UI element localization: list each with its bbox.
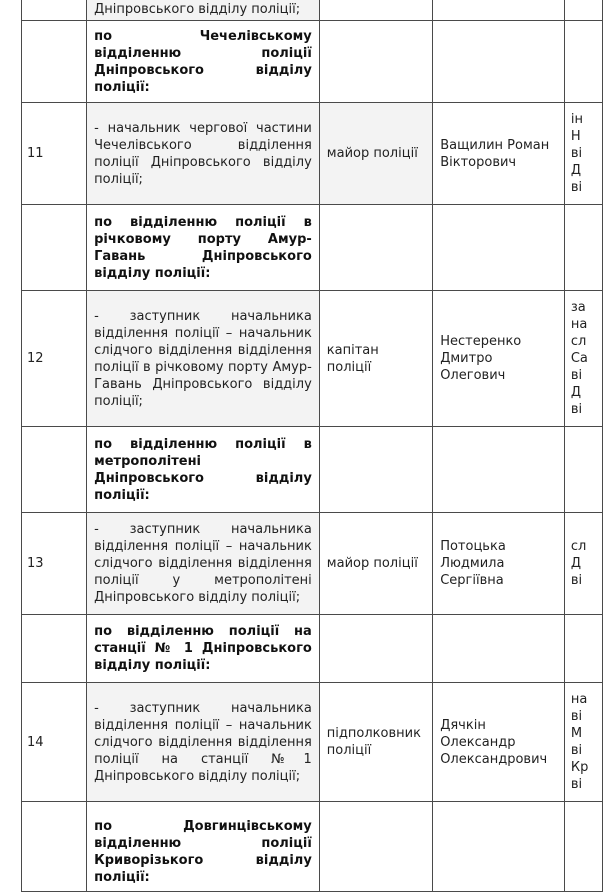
row-number: 12 xyxy=(22,291,87,427)
number-cell xyxy=(22,802,87,892)
position-cell xyxy=(87,103,320,205)
section-heading: по відділенню поліції в річковому порту Амур-Гавань Дніпровського відділу поліції: xyxy=(94,214,312,281)
position-text: - заступник начальника відділення поліції – начальник слідчого відділення відділення поліції у метрополітені Дніпровського відділу поліції; xyxy=(94,522,312,605)
name-cell xyxy=(433,802,565,892)
rank-cell xyxy=(319,0,432,21)
section-heading-cell xyxy=(87,802,320,892)
extra-cell xyxy=(564,615,602,683)
person-name: Нестеренко Дмитро Олегович xyxy=(440,334,522,383)
position-cell xyxy=(87,683,320,802)
rank-cell xyxy=(319,513,432,615)
section-heading-cell xyxy=(87,205,320,291)
rank-text: капітан поліції xyxy=(326,342,379,375)
name-cell xyxy=(433,0,565,21)
position-cell xyxy=(87,291,320,427)
name-cell xyxy=(433,291,565,427)
section-heading: по Чечелівському відділенню поліції Дніпровського відділу поліції: xyxy=(94,28,312,95)
extra-cell xyxy=(564,513,602,615)
name-cell xyxy=(433,427,565,513)
extra-cell xyxy=(564,427,602,513)
number-cell xyxy=(22,615,87,683)
name-cell xyxy=(433,205,565,291)
section-row xyxy=(22,615,603,683)
name-cell xyxy=(433,683,565,802)
table-row xyxy=(22,683,603,802)
person-name: Ващилин Роман Вікторович xyxy=(440,137,550,170)
name-cell xyxy=(433,513,565,615)
person-name: Дячкін Олександр Олександрович xyxy=(440,717,548,767)
table-row xyxy=(22,0,603,21)
number-cell xyxy=(22,21,87,103)
section-heading: по відділенню поліції на станції № 1 Дніпровського відділу поліції: xyxy=(94,624,312,673)
truncated-text: за на сл Са ві Д ві xyxy=(570,300,588,417)
section-row xyxy=(22,802,603,892)
number-cell xyxy=(22,427,87,513)
rank-cell xyxy=(319,802,432,892)
position-cell xyxy=(87,0,320,21)
extra-cell xyxy=(564,291,602,427)
extra-cell xyxy=(564,683,602,802)
row-number: 11 xyxy=(22,103,87,205)
truncated-text: на ві М ві Кр ві xyxy=(570,692,589,792)
position-text: - начальник чергової частини Чечелівського відділення поліції Дніпровського відділу поліції; xyxy=(94,120,312,187)
extra-cell xyxy=(564,205,602,291)
number-cell xyxy=(22,205,87,291)
rank-cell xyxy=(319,615,432,683)
table-row xyxy=(22,291,603,427)
section-row xyxy=(22,427,603,513)
section-heading-cell xyxy=(87,21,320,103)
table-row xyxy=(22,513,603,615)
rank-text: підполковник поліції xyxy=(326,726,421,758)
section-row xyxy=(22,205,603,291)
extra-cell xyxy=(564,802,602,892)
row-number: 14 xyxy=(22,683,87,802)
rank-cell xyxy=(319,291,432,427)
rank-cell xyxy=(319,21,432,103)
position-cell xyxy=(87,513,320,615)
section-row xyxy=(22,21,603,103)
rank-cell xyxy=(319,427,432,513)
table-row xyxy=(22,103,603,205)
rank-cell xyxy=(319,683,432,802)
position-text: - заступник начальника відділення поліції – начальник слідчого відділення відділення поліції на станції №1 Дніпровського відділу поліції; xyxy=(94,700,312,784)
number-cell xyxy=(22,0,87,21)
rank-cell xyxy=(319,205,432,291)
truncated-text: ін Н ві Д ві xyxy=(570,112,583,195)
name-cell xyxy=(433,21,565,103)
name-cell xyxy=(433,103,565,205)
person-name: Потоцька Людмила Сергіївна xyxy=(440,539,506,588)
rank-cell xyxy=(319,103,432,205)
rank-text: майор поліції xyxy=(326,556,418,571)
section-heading: по Довгинцівському відділенню поліції Криворізького відділу поліції: xyxy=(94,819,312,885)
extra-cell xyxy=(564,21,602,103)
truncated-text: сл Д ві xyxy=(570,539,587,588)
name-cell xyxy=(433,615,565,683)
position-text: - заступник начальника відділення поліції – начальник слідчого відділення відділення поліції в річковому порту Амур-Гавань Дніпровського відділу поліції; xyxy=(94,308,312,409)
extra-cell xyxy=(564,0,602,21)
section-heading: по відділенню поліції в метрополітені Дніпровського відділу поліції: xyxy=(94,436,312,503)
appointments-table xyxy=(21,0,603,892)
extra-cell xyxy=(564,103,602,205)
row-number: 13 xyxy=(22,513,87,615)
rank-text: майор поліції xyxy=(326,146,418,161)
position-text: Дніпровського відділу поліції; xyxy=(94,2,301,17)
section-heading-cell xyxy=(87,427,320,513)
section-heading-cell xyxy=(87,615,320,683)
